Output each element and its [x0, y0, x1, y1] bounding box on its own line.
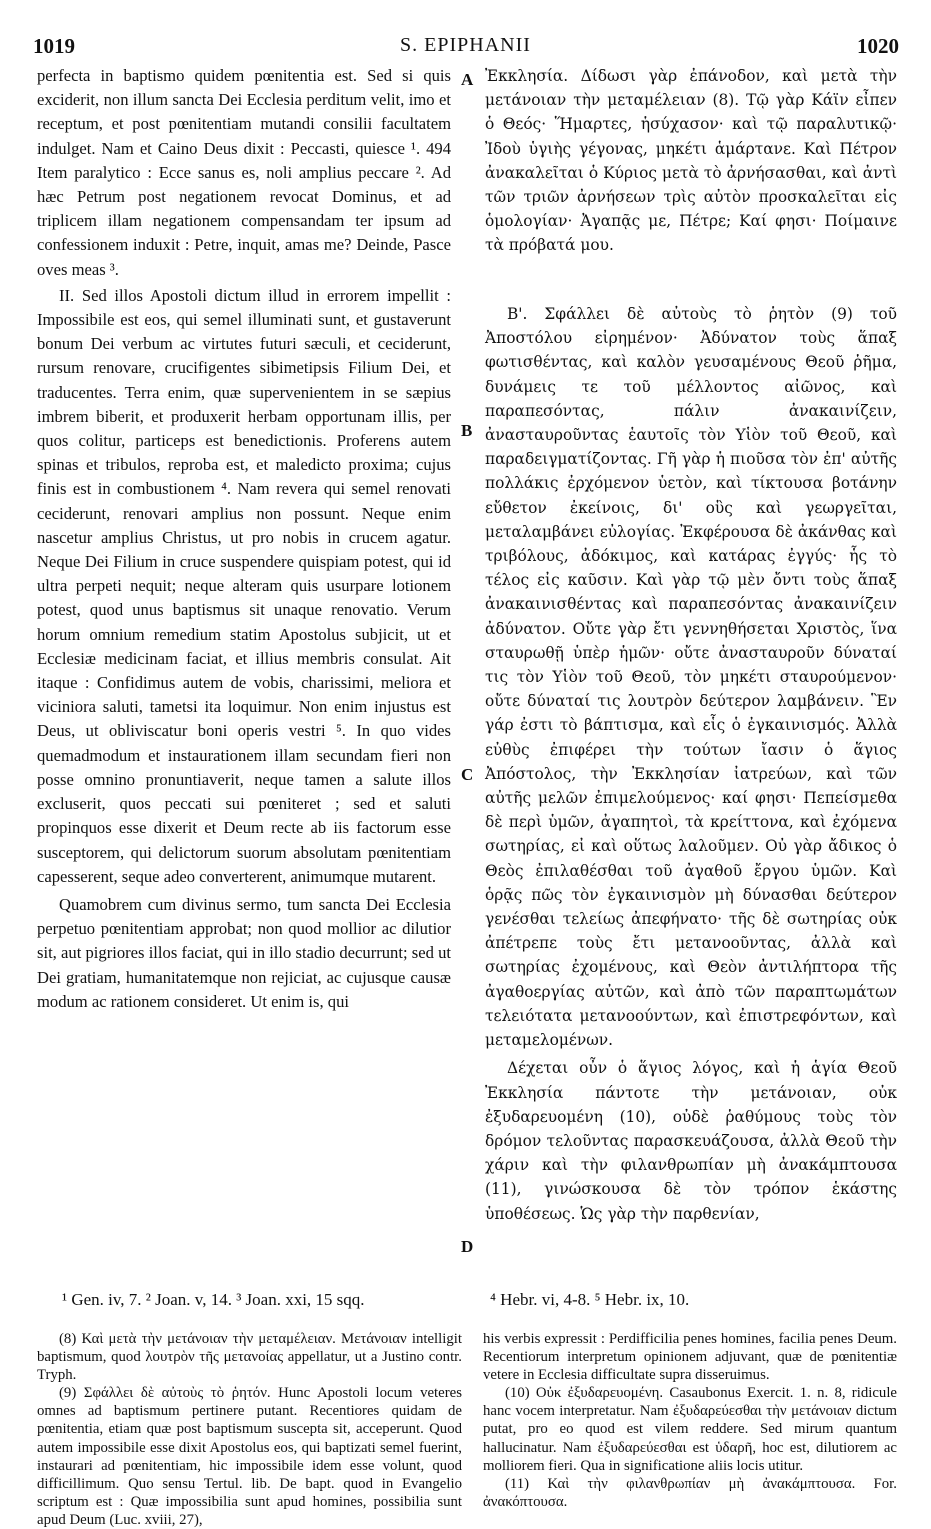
latin-column	[37, 64, 451, 1014]
note-8: (8) Καὶ μετὰ τὴν μετάνοιαν τὴν μεταμέλειαν. Μετάνοιαν intelligit baptismum, quod λουτρὸν τῆς μετανοίας appellatur, ut a Justino contr. Tryph.	[37, 1331, 462, 1384]
margin-marker-d: D	[461, 1237, 474, 1256]
note-10: (10) Οὐκ ἐξυδαρευομένη. Casaubonus Exercit. 1. n. 8, ridicule hanc vocem interpretatur. Nam ἐξυδαρεύεσθαι τὴν μετάνοιαν dictum putat, pro eo quod est vilem reddere. Sed mirum quantum hallucinatur. Nam ἐξυδαρεύεσθαι est ὑδαρῆ, hoc est, dilutiorem ac molliorem fieri. Qua in significatione aliis locis utitur.	[483, 1385, 897, 1474]
latin-paragraph-3: Quamobrem cum divinus sermo, tum sancta Dei Ecclesia perpetuo pœnitentiam approbat; non quod mollior ac dilutior sit, aut pigriores illos faciat, qui in illo stadio decurrunt; sed ut Dei gratiam, humanitatemque non rejiciat, ac cujusque causæ modum ac rationem consideret. Ut enim is, qui	[37, 894, 451, 1011]
footnote-refs-right: ⁴ Hebr. vi, 4-8. ⁵ Hebr. ix, 10.	[490, 1290, 690, 1309]
margin-marker-a: A	[461, 70, 474, 89]
greek-paragraph-3: Δέχεται οὖν ὁ ἅγιος λόγος, καὶ ἡ ἁγία Θεοῦ Ἐκκλησία πάντοτε τὴν μετάνοιαν, οὐκ ἐξυδαρευομένη (10), οὐδὲ ῥαθύμους τοὺς τὸν δρόμον τελοῦντας παρασκευάζουσα, ἀλλὰ Θεοῦ τὴν χάριν καὶ τὴν φιλανθρωπίαν μὴ ἀνακάμπτουσα (11), γινώσκουσα δὲ τὸν τρόπον ἑκάστης ὑποθέσεως. Ὡς γὰρ τὴν παρθενίαν,	[485, 1059, 897, 1223]
note-9-continued: his verbis expressit : Perdifficilia penes homines, facilia penes Deum. Recentiorum interpretum opinionem adjuvant, quæ de pœnitentiæ vetere in Ecclesia difficultate supra disseruimus.	[483, 1331, 897, 1384]
margin-marker-b: B	[461, 421, 473, 440]
notes-left-column	[37, 1330, 462, 1529]
greek-paragraph-2: Β'. Σφάλλει δὲ αὐτοὺς τὸ ῥητὸν (9) τοῦ Ἀποστόλου εἰρημένον· Ἀδύνατον τοὺς ἅπαξ φωτισθέντας, καὶ καλὸν γευσαμένους Θεοῦ ῥῆμα, δυνάμεις τε τοῦ μέλλοντος αἰῶνος, καὶ παραπεσόντας, πάλιν ἀνακαινίζειν, ἀνασταυροῦντας ἑαυτοῖς τὸν Υἱὸν τοῦ Θεοῦ, καὶ παραδειγματίζοντας. Γῆ γὰρ ἡ πιοῦσα τὸν ἐπ' αὐτῆς πολλάκις ἐρχόμενον ὑετὸν, καὶ τίκτουσα βοτάνην εὔθετον ἐκείνοις, δι' οὓς καὶ γεωργεῖται, μεταλαμβάνει εὐλογίας. Ἐκφέρουσα δὲ ἀκάνθας καὶ τριβόλους, ἀδόκιμος, καὶ κατάρας ἐγγύς· ἧς τὸ τέλος εἰς καῦσιν. Καὶ γὰρ τῷ μὲν ὄντι τοὺς ἅπαξ ἀνακαινισθέντας καὶ παραπεσόντας ἀνακαινίζειν ἀδύνατον. Οὔτε γὰρ ἔτι γεννηθήσεται Χριστὸς, ἵνα σταυρωθῇ ὑπὲρ ἡμῶν· οὔτε ἀνασταυροῦν δύναταί τις τὸν Υἱὸν τοῦ Θεοῦ, τὸν μηκέτι σταυρούμενον· οὔτε δύναταί τις λουτρὸν δεύτερον λαμβάνειν. Ἓν γάρ ἐστι τὸ βάπτισμα, καὶ εἷς ὁ ἐγκαινισμός. Ἀλλὰ εὐθὺς ἐπιφέρει τὴν τούτων ἴασιν ὁ ἅγιος Ἀπόστολος, τὴν Ἐκκλησίαν ἰατρεύων, καὶ τῶν αὐτῆς μελῶν ἐπιμελούμενος· καί φησι· Πεπείσμεθα δὲ περὶ ὑμῶν, ἀγαπητοὶ, τὰ κρείττονα, καὶ ἐχόμενα σωτηρίας, εἰ καὶ οὕτως λαλοῦμεν. Οὐ γὰρ ἄδικος ὁ Θεὸς ἐπιλαθέσθαι τοῦ ἀγαθοῦ ἔργου ὑμῶν. Καὶ ὁρᾷς πῶς τὸν ἐγκαινισμὸν μὴ δύνασθαι δεύτερον γενέσθαι τελείως ἀπεφήνατο· τῆς δὲ σωτηρίας οὐκ ἀπέτρεπε τοὺς ἔτι μετανοοῦντας, ἀλλὰ καὶ σωτηρίας ἐχομένους, καὶ Θεὸν ἀντιλήπτορα τῆς ἀγαθοεργίας αὐτῶν, καὶ ἀπὸ τῶν παραπτωμάτων τελειότατα μετανοούντων, καὶ ἐπιστρεφόντων, καὶ μεταμελομένων.	[485, 305, 897, 1050]
latin-paragraph-2: II. Sed illos Apostoli dictum illud in errorem impellit : Impossibile est eos, qui semel illuminati sunt, et gustaverunt bonum Dei verbum ac virtutes futuri sæculi, et ceciderunt, rursum renovare, crucifigentes sibimetipsis Filium Dei, et traducentes. Terra enim, quæ supervenientem in se sæpius imbrem biberit, et produxerit herbam opportunam illis, per quos colitur, particeps est benedictionis. Proferens autem spinas et tribulos, reproba est, et maledicto proxima; cujus finis est in combustionem ⁴. Nam revera qui semel renovati ceciderunt, renovari amplius non possunt. Neque enim nascetur amplius Christus, ut pro nobis in crucem agatur. Neque Dei Filium in cruce suspendere quispiam potest, qui id ultra perpeti nequit; neque alteram quis usurpare lotionem potest, quod unus baptismus sit unaque renovatio. Verum horum omnium remedium statim Apostolus subjicit, ut et Ecclesiæ medicinam faciat, et illius membris consulat. Ait itaque : Confidimus autem de vobis, charissimi, meliora et viciniora saluti, tametsi ita loquimur. Non enim injustus est Deus, ut obliviscatur boni operis vestri ⁵. In quo vides quemadmodum et instaurationem illam secundam fieri non posse omnino pronuntiaverit, neque tamen a salute illos excluserit, quos peccati sui pœniteret ; sed et saluti propinquos esse dixerit et Deum recte ab iis factorum esse susceptorem, qui delictorum suorum absolutam pœnitentiam capesserent, seque adeo converterent, animumque mutarent.	[37, 285, 451, 886]
page-number-right: 1020	[857, 34, 899, 58]
note-9: (9) Σφάλλει δὲ αὐτοὺς τὸ ῥητόν. Hunc Apostoli locum veteres omnes ad baptismum pertinere putant. Recentiores quidam de pœnitentia, etiam quæ post baptismum suscepta sit, acceperunt. Quod autem impossibile esse dixit Apostolus eos, qui baptizati semel fuerint, instaurari ad pœnitentiam, hic impossibile idem esse volunt, quod difficillimum. Quo sensu Tertul. lib. De bapt. quod in Evangelio scriptum est : Quæ impossibilia sunt apud homines, possibilia sunt apud Deum (Luc. xviii, 27),	[37, 1385, 462, 1528]
greek-paragraph-1: Ἐκκλησία. Δίδωσι γὰρ ἐπάνοδον, καὶ μετὰ τὴν μετάνοιαν τὴν μεταμέλειαν (8). Τῷ γὰρ Κάϊν εἶπεν ὁ Θεός· Ἥμαρτες, ἡσύχασον· καὶ τῷ παραλυτικῷ· Ἰδοὺ ὑγιὴς γέγονας, μηκέτι ἁμάρτανε. Καὶ Πέτρον ἀνακαλεῖται ὁ Κύριος μετὰ τὸ ἀρνήσασθαι, καὶ ἀντὶ τῶν τριῶν ἀρνήσεων τρὶς αὐτὸν προσκαλεῖται εἰς ὁμολογίαν· Ἀγαπᾷς με, Πέτρε; Καί φησι· Ποίμαινε τὰ πρόβατά μου.	[485, 67, 897, 255]
footnote-refs-left: ¹ Gen. iv, 7. ² Joan. v, 14. ³ Joan. xxi, 15 sqq.	[62, 1290, 365, 1309]
greek-column-lower	[485, 302, 897, 1226]
notes-right-column	[483, 1330, 897, 1511]
page-number-left: 1019	[33, 34, 75, 58]
latin-paragraph-1: perfecta in baptismo quidem pœnitentia est. Sed si quis exciderit, non illum sancta Dei Ecclesia perditum velit, imo et receptum, et post pœnitentiam mutandi consilii facultatem indulget. Nam et Caino Deus dixit : Peccasti, quiesce ¹. 494 Item paralytico : Ecce sanus es, noli amplius peccare ². Ad hæc Petrum post negationem revocat Dominus, et ad triplicem illam negationem compensandam ter ipsum ad confessionem induxit : Petre, inquit, amas me? Deinde, Pasce oves meas ³.	[37, 66, 451, 279]
running-title: S. EPIPHANII	[400, 34, 531, 56]
note-11: (11) Καὶ τὴν φιλανθρωπίαν μὴ ἀνακάμπτουσα. For. ἀνακόπτουσα.	[483, 1475, 897, 1510]
margin-marker-c: C	[461, 765, 474, 784]
greek-column	[485, 64, 897, 258]
